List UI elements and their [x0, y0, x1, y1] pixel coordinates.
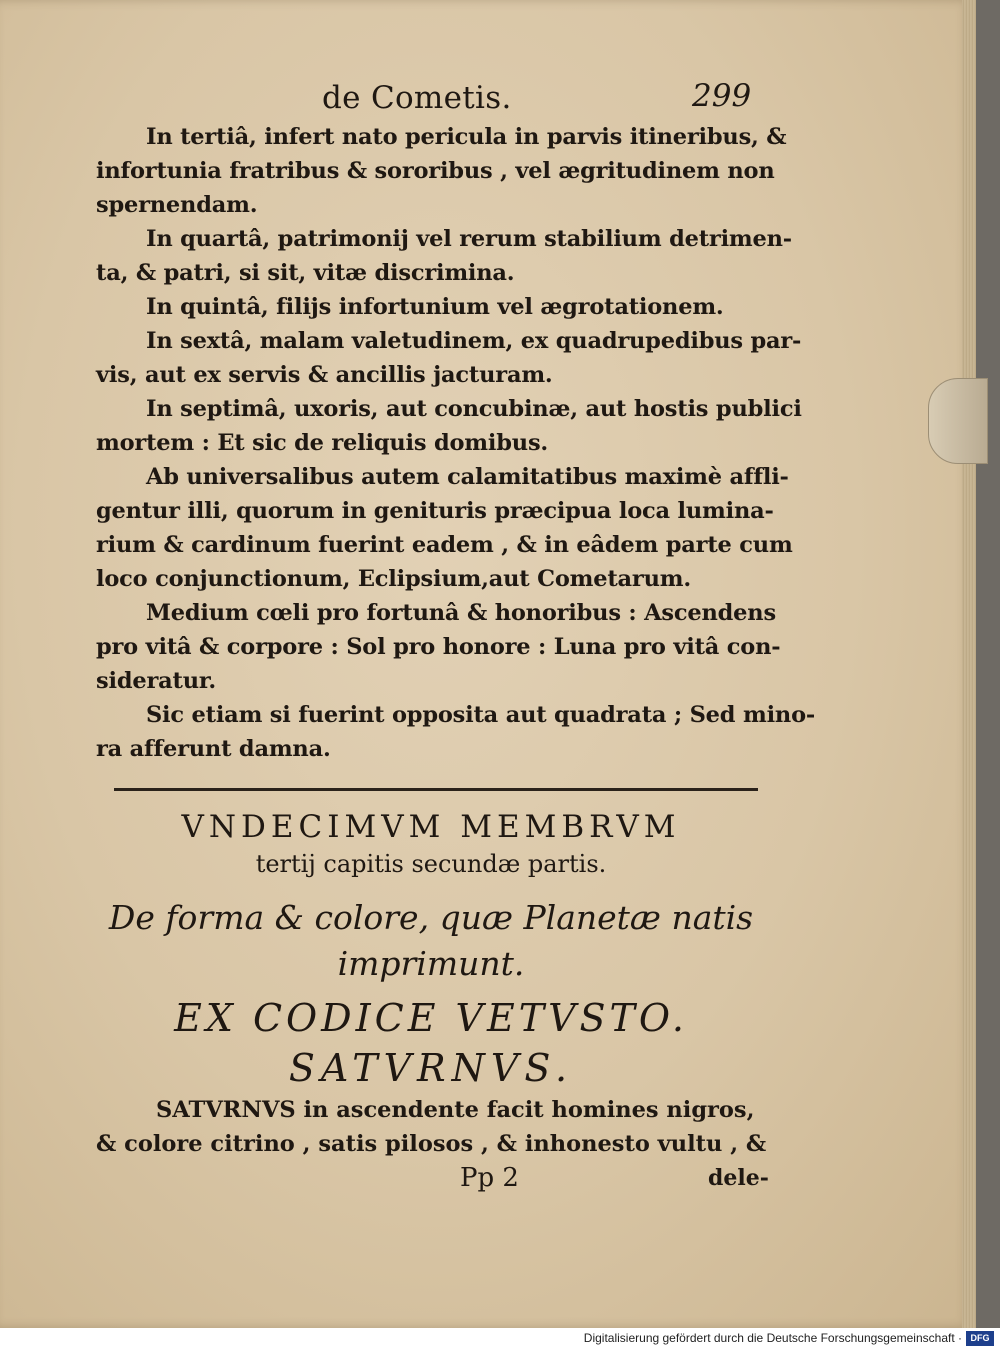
text-line: pro vitâ & corpore : Sol pro honore : Luna pro vitâ con-: [96, 634, 781, 660]
body-text: [96, 120, 816, 766]
text-line: sideratur.: [96, 668, 217, 694]
catchword: dele-: [708, 1165, 769, 1191]
text-line: Sic etiam si fuerint opposita aut quadrata ; Sed mino-: [146, 702, 816, 728]
text-line: In quartâ, patrimonij vel rerum stabilium detrimen-: [146, 226, 792, 252]
text-line: ra afferunt damna.: [96, 736, 331, 762]
page-number: 299: [692, 78, 752, 114]
text-line: SATVRNVS in ascendente facit homines nigros,: [156, 1097, 755, 1123]
chapter-title-line: De forma & colore, quæ Planetæ natis: [108, 898, 754, 937]
text-line: mortem : Et sic de reliquis domibus.: [96, 430, 549, 456]
footer-credit: Digitalisierung gefördert durch die Deutsche Forschungsgemeinschaft ·: [583, 1331, 962, 1345]
page-clip: [928, 378, 988, 464]
text-line: In sextâ, malam valetudinem, ex quadrupedibus par-: [146, 328, 802, 354]
page-foot: [96, 1161, 769, 1195]
section-heading: VNDECIMVM MEMBRVM: [181, 809, 681, 845]
text-line: In septimâ, uxoris, aut concubinæ, aut hostis publici: [146, 396, 802, 422]
text-line: ta, & patri, si sit, vitæ discrimina.: [96, 260, 515, 286]
text-line: spernendam.: [96, 192, 258, 218]
codex-heading: EX CODICE VETVSTO.: [174, 996, 688, 1040]
text-line: In tertiâ, infert nato pericula in parvis itineribus, &: [146, 124, 787, 150]
text-line: loco conjunctionum, Eclipsium,aut Cometarum.: [96, 566, 691, 592]
chapter-title-line: imprimunt.: [337, 944, 525, 983]
text-line: vis, aut ex servis & ancillis jacturam.: [96, 362, 553, 388]
text-line: & colore citrino , satis pilosos , & inhonesto vultu , &: [96, 1131, 767, 1157]
text-line: rium & cardinum fuerint eadem , & in eâdem parte cum: [96, 532, 793, 558]
page-edge-stack: [962, 0, 976, 1328]
text-line: Ab universalibus autem calamitatibus maximè affli-: [146, 464, 789, 490]
text-line: Medium cœli pro fortunâ & honoribus : Ascendens: [146, 600, 776, 626]
signature-mark: Pp 2: [460, 1163, 519, 1193]
planet-heading: SATVRNVS.: [288, 1046, 574, 1090]
text-line: infortunia fratribus & sororibus , vel ægritudinem non: [96, 158, 775, 184]
text-line: gentur illi, quorum in genituris præcipua loca lumina-: [96, 498, 774, 524]
section-subheading: tertij capitis secundæ partis.: [255, 850, 607, 878]
text-line: In quintâ, filijs infortunium vel ægrotationem.: [146, 294, 724, 320]
text-column: [96, 78, 816, 1195]
running-head: de Cometis.: [322, 80, 512, 116]
digitization-footer: [0, 1328, 1000, 1350]
section-rule: [114, 788, 758, 791]
dfg-logo: DFG: [966, 1331, 994, 1346]
page-header: [96, 80, 766, 120]
